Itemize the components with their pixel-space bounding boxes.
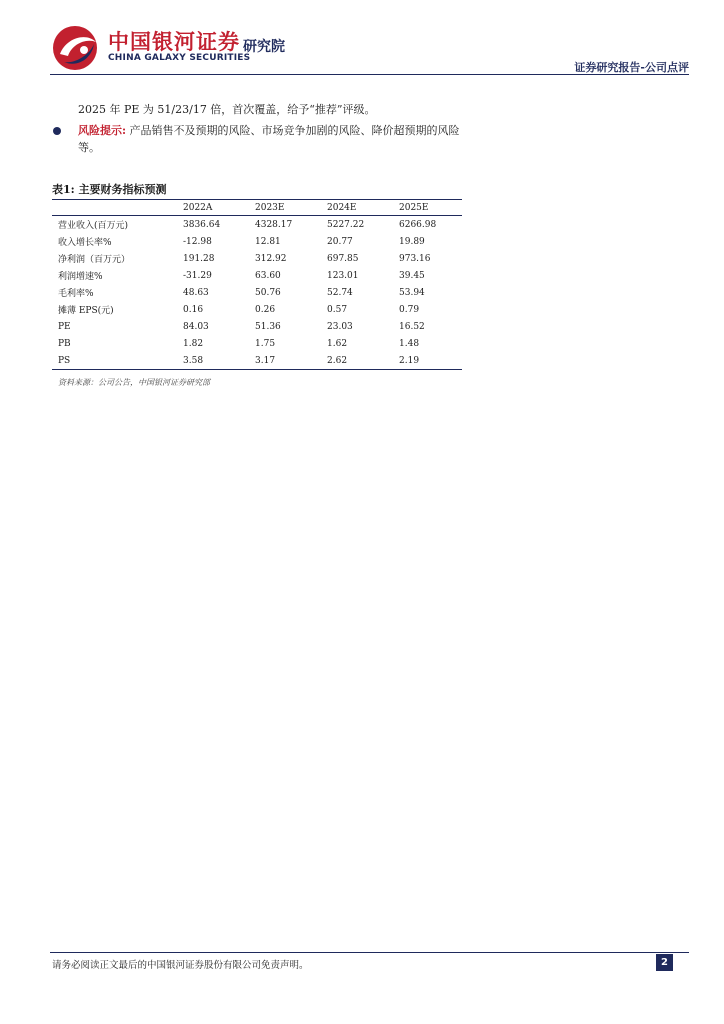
table-cell: 1.82 — [183, 338, 204, 349]
table-source-note: 资料来源：公司公告，中国银河证券研究部 — [58, 378, 210, 387]
risk-paragraph — [78, 122, 468, 156]
brand-name-cn: 中国银河证券 — [108, 30, 240, 54]
table-row — [52, 250, 462, 267]
brand-institute: 研究院 — [243, 39, 285, 55]
table-cell: 63.60 — [255, 270, 281, 281]
table-header-cell: 2022A — [183, 202, 213, 213]
table-row — [52, 352, 462, 370]
table-cell: 19.89 — [399, 236, 425, 247]
bullet-icon — [53, 127, 61, 135]
table-header-cell — [52, 200, 183, 216]
table-cell: 23.03 — [327, 321, 353, 332]
table-cell: 1.62 — [327, 338, 348, 349]
table-row — [52, 301, 462, 318]
table-cell: 52.74 — [327, 287, 353, 298]
table-row — [52, 284, 462, 301]
row-label: 净利润（百万元） — [58, 255, 131, 265]
table-cell: 697.85 — [327, 253, 359, 264]
table-header-cell: 2024E — [327, 202, 357, 213]
table-cell: 123.01 — [327, 270, 359, 281]
valuation-paragraph: 2025 年 PE 为 51/23/17 倍，首次覆盖，给予“推荐”评级。 — [78, 103, 376, 116]
report-type: 证券研究报告-公司点评 — [574, 61, 689, 74]
table-header-cell: 2023E — [255, 202, 285, 213]
table-cell: 84.03 — [183, 321, 209, 332]
table-cell: 191.28 — [183, 253, 215, 264]
table-cell: 1.48 — [399, 338, 420, 349]
table-cell: 12.81 — [255, 236, 281, 247]
row-label: 摊薄 EPS(元) — [58, 306, 114, 316]
header-divider — [50, 74, 689, 75]
table-cell: 973.16 — [399, 253, 431, 264]
table-cell: 0.26 — [255, 304, 276, 315]
table-cell: 51.36 — [255, 321, 281, 332]
table-cell: 48.63 — [183, 287, 209, 298]
table-cell: -31.29 — [183, 270, 212, 281]
row-label: PB — [58, 338, 71, 349]
table-cell: 3.17 — [255, 355, 276, 366]
row-label: 毛利率% — [58, 289, 94, 299]
table-header-row — [52, 200, 462, 216]
table-row — [52, 267, 462, 284]
table-cell: 53.94 — [399, 287, 425, 298]
table-row — [52, 318, 462, 335]
page-number: 2 — [656, 954, 673, 971]
table-cell: 16.52 — [399, 321, 425, 332]
table-row — [52, 233, 462, 250]
table-cell: 6266.98 — [399, 219, 437, 230]
row-label: 利润增速% — [58, 272, 103, 282]
table-cell: 0.16 — [183, 304, 204, 315]
table-cell: -12.98 — [183, 236, 212, 247]
risk-label: 风险提示: — [78, 124, 127, 137]
table-cell: 0.79 — [399, 304, 420, 315]
table-cell: 0.57 — [327, 304, 348, 315]
table-cell: 39.45 — [399, 270, 425, 281]
financial-forecast-table — [52, 199, 462, 370]
table-cell: 1.75 — [255, 338, 276, 349]
table-cell: 312.92 — [255, 253, 287, 264]
row-label: 营业收入(百万元) — [58, 221, 129, 231]
table-cell: 20.77 — [327, 236, 353, 247]
table-row — [52, 335, 462, 352]
table-row — [52, 216, 462, 234]
table-cell: 2.19 — [399, 355, 420, 366]
brand-name-en: CHINA GALAXY SECURITIES — [108, 53, 251, 63]
table-cell: 4328.17 — [255, 219, 293, 230]
risk-text: 产品销售不及预期的风险、市场竞争加剧的风险、降价超预期的风险等。 — [78, 124, 460, 154]
galaxy-logo-icon — [50, 24, 102, 72]
row-label: PE — [58, 321, 71, 332]
table-header-cell: 2025E — [399, 202, 429, 213]
table-cell: 2.62 — [327, 355, 348, 366]
row-label: 收入增长率% — [58, 238, 112, 248]
table-cell: 3836.64 — [183, 219, 221, 230]
table-cell: 3.58 — [183, 355, 204, 366]
table-cell: 50.76 — [255, 287, 281, 298]
footer-divider — [50, 952, 689, 953]
table-title: 表1: 主要财务指标预测 — [52, 183, 167, 196]
footer-disclaimer: 请务必阅读正文最后的中国银河证券股份有限公司免责声明。 — [52, 960, 309, 971]
table-body — [52, 216, 462, 370]
row-label: PS — [58, 355, 71, 366]
table-cell: 5227.22 — [327, 219, 365, 230]
